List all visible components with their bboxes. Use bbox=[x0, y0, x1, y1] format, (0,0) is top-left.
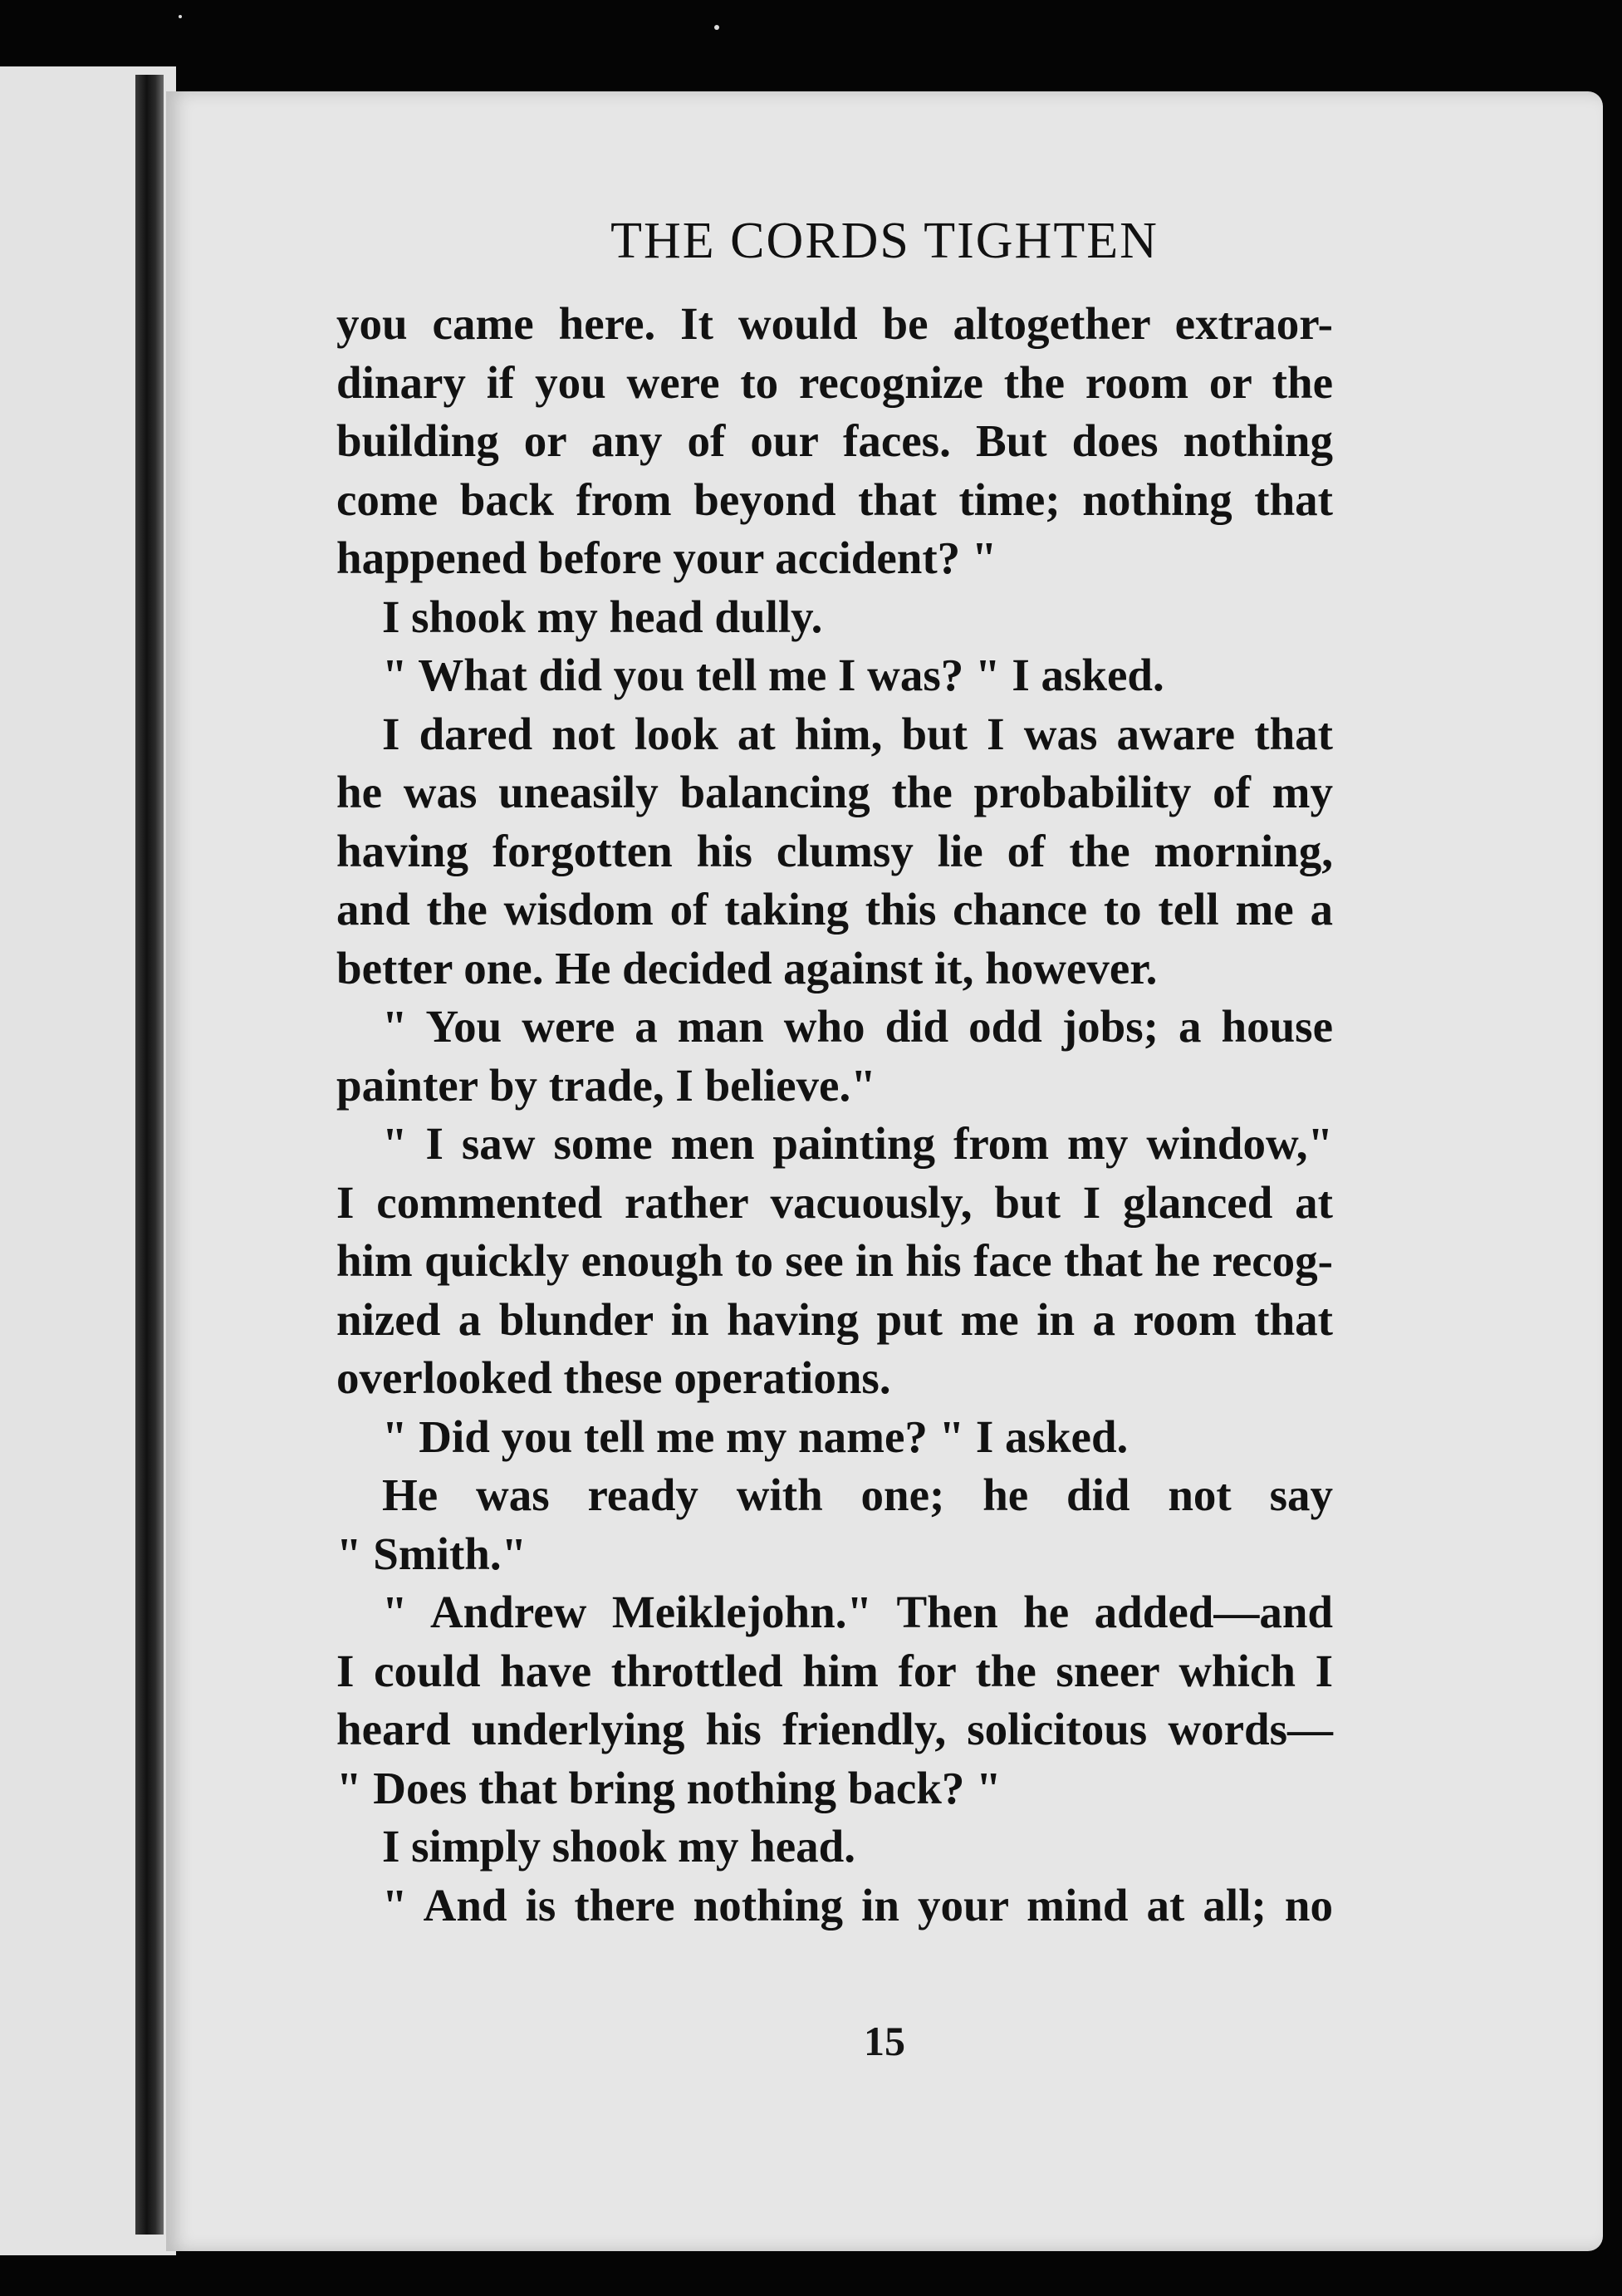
text-line: building or any of our faces. But does nothing bbox=[336, 415, 1333, 466]
text-line: " I saw some men painting from my window," bbox=[382, 1118, 1333, 1169]
text-line: I commented rather vacuously, but I glanced at bbox=[336, 1176, 1333, 1228]
running-head: THE CORDS TIGHTEN bbox=[610, 213, 1159, 269]
page-number: 15 bbox=[864, 2018, 905, 2064]
dust-speck bbox=[714, 25, 719, 30]
text-line: I dared not look at him, but I was aware that bbox=[382, 708, 1333, 759]
text-line: I shook my head dully. bbox=[382, 591, 823, 642]
text-line: you came here. It would be altogether extraor- bbox=[336, 298, 1333, 349]
text-line: him quickly enough to see in his face that he recog- bbox=[336, 1235, 1333, 1286]
text-line: overlooked these operations. bbox=[336, 1352, 891, 1403]
text-line: " Did you tell me my name? " I asked. bbox=[382, 1410, 1129, 1462]
text-line: " You were a man who did odd jobs; a house bbox=[382, 1001, 1333, 1052]
text-line: I could have throttled him for the sneer which I bbox=[336, 1645, 1333, 1696]
body-text bbox=[336, 295, 1333, 1935]
text-line: I simply shook my head. bbox=[382, 1821, 856, 1872]
text-line: and the wisdom of taking this chance to tell me a bbox=[336, 884, 1333, 935]
dust-speck bbox=[179, 15, 182, 18]
text-line: better one. He decided against it, however. bbox=[336, 942, 1158, 993]
text-line: having forgotten his clumsy lie of the morning, bbox=[336, 825, 1333, 876]
text-line: " Andrew Meiklejohn." Then he added—and bbox=[382, 1587, 1333, 1637]
text-line: " Smith." bbox=[336, 1528, 527, 1579]
text-line: " Does that bring nothing back? " bbox=[336, 1762, 1002, 1813]
text-line: He was ready with one; he did not say bbox=[382, 1469, 1333, 1520]
text-line: heard underlying his friendly, solicitous words— bbox=[336, 1704, 1333, 1754]
text-line: happened before your accident? " bbox=[336, 532, 997, 583]
text-line: come back from beyond that time; nothing that bbox=[336, 473, 1333, 525]
text-line: dinary if you were to recognize the room or the bbox=[336, 356, 1333, 408]
text-line: he was uneasily balancing the probability of my bbox=[336, 767, 1333, 817]
book-page bbox=[166, 91, 1603, 2251]
book-gutter bbox=[135, 75, 164, 2235]
text-line: nized a blunder in having put me in a room that bbox=[336, 1293, 1333, 1345]
text-line: " What did you tell me I was? " I asked. bbox=[382, 650, 1164, 700]
text-line: painter by trade, I believe." bbox=[336, 1059, 876, 1111]
text-line: " And is there nothing in your mind at all; no bbox=[382, 1879, 1333, 1931]
